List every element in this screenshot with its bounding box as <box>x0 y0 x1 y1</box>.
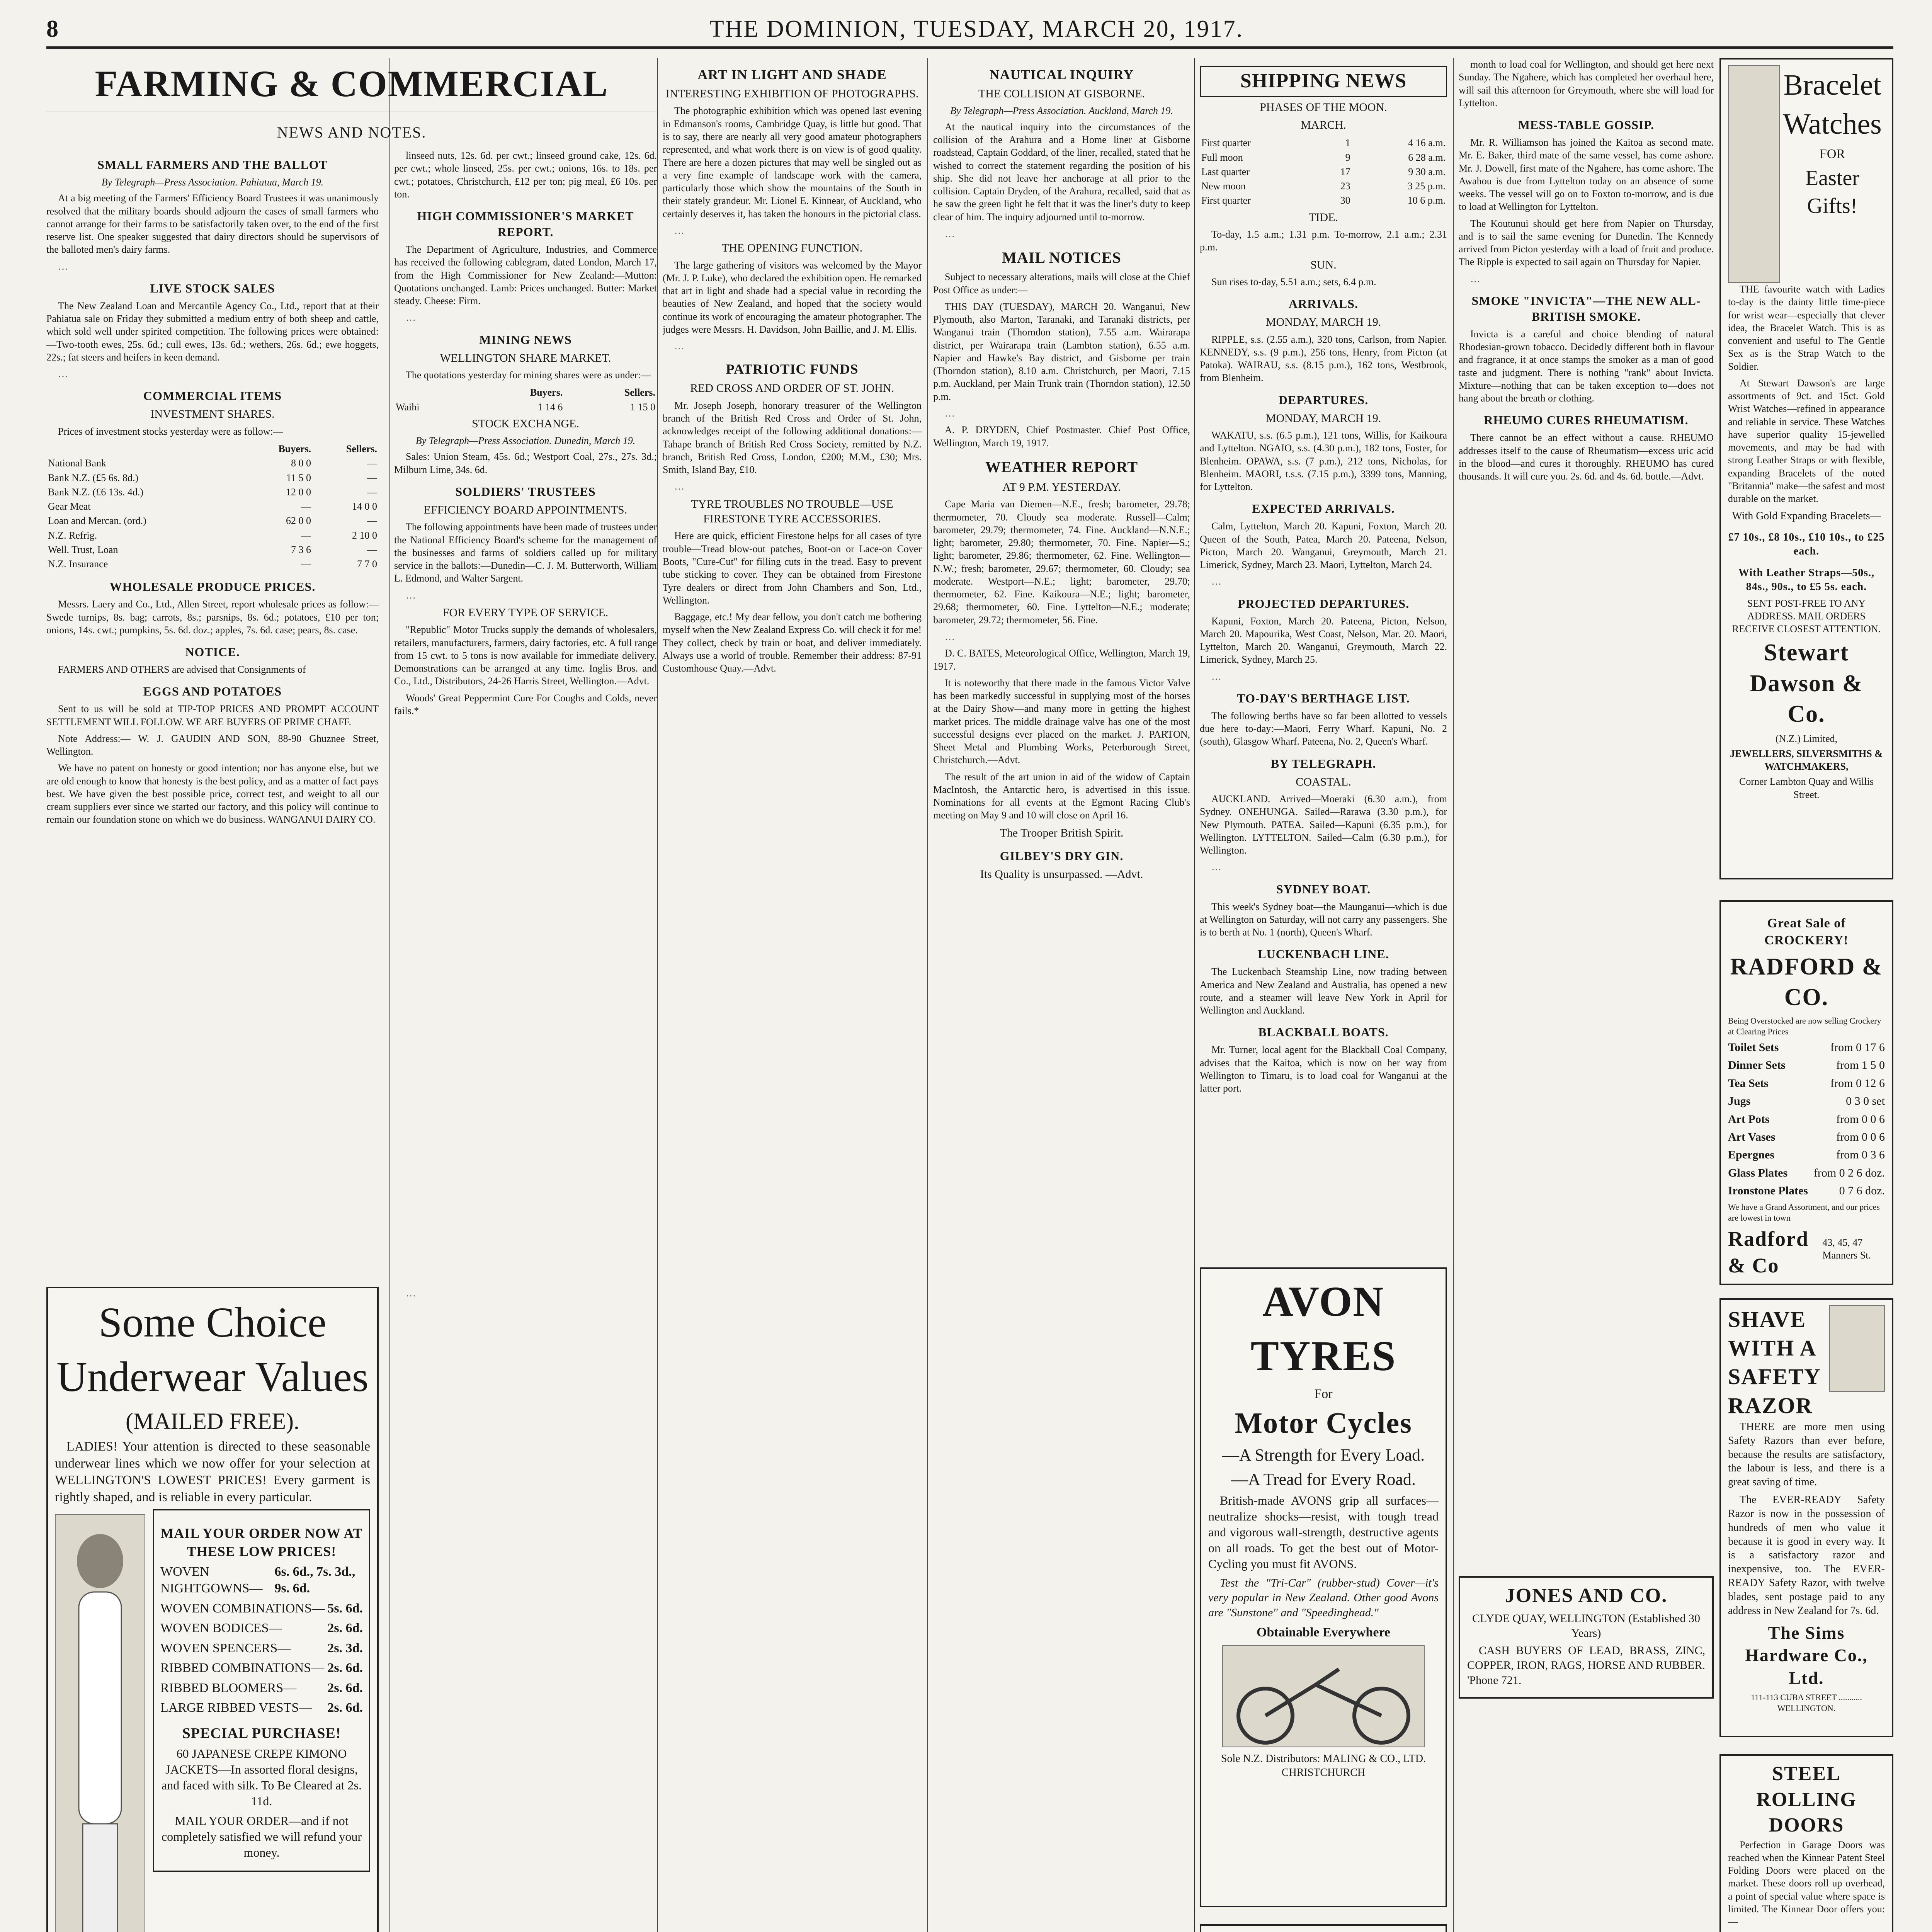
article-subhead: RED CROSS AND ORDER OF ST. JOHN. <box>690 382 894 395</box>
advert-body: British-made AVONS grip all surfaces—neutralize shocks—resist, with tough tread and vigorous wall-strength, destructive agents on all roads. To get the best out of Motor-Cycling you must fit AVONS. <box>1208 1493 1439 1571</box>
article-body: At the nautical inquiry into the circumstances of the collision of the Arahura and a Home liner at Gisborne roadstead, Captain Goddard, of the liner, recalled, stated that he wished to correct the statement regarding the position of his ship. She did not leave her anchorage at all prior to the collision. Captain Dryden, of the Arahura, recalled, said that as he saw the green light he felt that it was the liner's duty to keep clear of him. The inquiry adjourned until to-morrow. <box>933 121 1190 223</box>
table-row: New moon 23 3 25 p.m. <box>1201 180 1446 192</box>
article-headline: BLACKBALL BOATS. <box>1258 1025 1389 1039</box>
price-line: With Gold Expanding Bracelets— <box>1732 510 1881 522</box>
article-headline: DEPARTURES. <box>1278 393 1369 407</box>
advert-foot: Obtainable Everywhere <box>1257 1625 1390 1639</box>
table-row: First quarter 30 10 6 p.m. <box>1201 195 1446 206</box>
advert-trade: JEWELLERS, SILVERSMITHS & WATCHMAKERS, <box>1730 748 1883 772</box>
article-headline: TO-DAY'S BERTHAGE LIST. <box>1237 691 1410 705</box>
article-body: Invicta is a careful and choice blending of natural Rhodesian-grown tobacco. Decidedly different both in flavour and fragrance, it at once stamps the smoker as a man of good taste and judgment. There is nothing "rank" about Invicta. Mixture—nothing that can be taken exception to—does not hang about the breath or clothing. <box>1459 328 1714 404</box>
share-price-table <box>46 442 379 571</box>
article-subhead: SUN. <box>1310 258 1337 271</box>
column-shipping-continued: month to load coal for Wellington, and should get here next Sunday. The Ngahere, which has completed her overhaul here, will sail this afternoon for Greymouth, where she will load for Lyttelton. MESS-TABLE GOSSIP. Mr. R. Williamson has joined the Kaitoa as second mate. Mr. E. Baker, third mate of the same vessel, has come ashore. Mr. J. Dowell, first mate of the Ngahere, has come ashore. The Awahou is due from Lyttelton today on an absence of some weeks. The vessel will go on to Foxton to-morrow, and is due to load at Wellington for Lyttelton. The Koutunui should get here from Napier on Thursday, and is to sail the same evening for Dunedin. The Kennedy arrived from Picton yesterday with a load of fruit and produce. The Ripple is expected to sail again on Thursday for Napier. … SMOKE "INVICTA"—THE NEW ALL-BRITISH SMOKE. Invicta is a careful and choice blending of natural Rhodesian-grown tobacco. Decidedly different both in flavour and fragrance, it at once stamps the smoker as a man of good taste and judgment. There is nothing "rank" about Invicta. Mixture—nothing that can be taken exception to—does not hang about the breath or clothing. RHEUMO CURES RHEUMATISM. There cannot be an effect without a cause. RHEUMO addresses itself to the cause of Rheumatism—excess uric acid in the blood—and cures it thoroughly. RHEUMO has cured thousands. It will cure you. 2s. 6d. and 4s. 6d. bottle.—Advt. JONES AND CO. CLYDE QUAY, WELLINGTON (Established 30 Years) CASH BUYERS OF LEAD, BRASS, ZINC, COPPER, IRON, RAGS, HORSE AND RUBBER. 'Phone 721. <box>1459 58 1714 1932</box>
list-item: LARGE RIBBED VESTS— 2s. 6d. <box>160 1701 363 1715</box>
order-line: SENT POST-FREE TO ANY ADDRESS. MAIL ORDERS RECEIVE CLOSEST ATTENTION. <box>1732 597 1881 635</box>
list-item: Epergnes from 0 3 6 <box>1728 1148 1885 1162</box>
lady-illustration <box>55 1514 145 1932</box>
article-headline: PATRIOTIC FUNDS <box>726 361 859 377</box>
signature: A. P. DRYDEN, Chief Postmaster. Chief Post Office, Wellington, March 19, 1917. <box>933 424 1190 449</box>
advert-intro: THE favourite watch with Ladies to-day is the dainty little time-piece for wrist wear—especially that clever idea, the Bracelet Watch. This is as convenient and useful to The Gentle Sex as is the Strap Watch to the Soldier. <box>1728 284 1885 372</box>
article-body: This week's Sydney boat—the Maunganui—which is due at Wellington on Saturday, will not carry any passengers. She is to berth at No. 1 (north), Queen's Wharf. <box>1200 901 1447 938</box>
section-head: SHIPPING NEWS <box>1200 66 1447 97</box>
advert-event: Easter Gifts! <box>1805 166 1859 218</box>
advert-title: Watches <box>1783 108 1882 141</box>
article-headline: SOLDIERS' TRUSTEES <box>455 484 596 498</box>
column-farming <box>46 58 657 1275</box>
doors-advert <box>1719 1754 1893 1932</box>
notice-emphasis: EGGS AND POTATOES <box>143 684 282 699</box>
column-nautical: NAUTICAL INQUIRY THE COLLISION AT GISBORNE. By Telegraph—Press Association. Auckland, March 19. At the nautical inquiry into the circumstances of the collision of the Arahura and a Home liner at Gisborne roadstead, Captain Goddard, of the liner, recalled, stated that he wished to correct the statement regarding the position of his ship. She did not leave her anchorage at all prior to the collision. Captain Dryden, of the Arahura, recalled, said that as he saw the green light he felt that it was the liner's duty to keep clear of him. The inquiry adjourned until to-morrow. … MAIL NOTICES Subject to necessary alterations, mails will close at the Chief Post Office as under:— THIS DAY (TUESDAY), MARCH 20. Wanganui, New Plymouth, also Marton, Taranaki, and Taranaki districts, per Wanganui train (Thorndon station), 7.55 a.m. Wairarapa district, per Wairarapa train (Lambton station), 6.55 a.m. Napier and Hawke's Bay district, and Gisborne per train (Thorndon station), 8.10 a.m. Christchurch, per Maori, 7.15 p.m. Auckland, per Main Trunk train (Thorndon station), 12.50 p.m. … A. P. DRYDEN, Chief Postmaster. Chief Post Office, Wellington, March 19, 1917. WEATHER REPORT AT 9 P.M. YESTERDAY. Cape Maria van Diemen—N.E., fresh; barometer, 29.78; thermometer, 70. Cloudy sea moderate. Russell—Calm; barometer, 29.79; thermometer, 74. Fine. Auckland—N.N.E.; light; barometer, 29.80; thermometer, 70. Fine. Napier—S.; light; barometer, 29.86; thermometer, 62. Fine. Wellington—N.W.; fresh; barometer, 29.67; thermometer, 60. Cloudy; sea moderate. Westport—N.E.; light; barometer, 29.70; thermometer, 62. Fine. Kaikoura—N.E.; light; barometer, 29.68; thermometer, 60. Fine. Lyttelton—N.E.; moderate; barometer, 29.72; thermometer, 56. Fine. … D. C. BATES, Meteorological Office, Wellington, March 19, 1917. It is noteworthy that there made in the famous Victor Valve has been markedly successful in supplying most of the horses at the Dairy Show—and many more in getting the highest market prices. The middle drainage valve has one of the most successful designs ever placed on the market. J. PARTON, Sheet Metal and Plumbing Works, Peterborough Street, Christchurch.—Advt. The result of the art union in aid of the widow of Captain MacIntosh, the Antarctic hero, is advertised in this issue. Nominations for all events at the Egmont Racing Club's meeting on May 9 and 10 will close on April 16. The Trooper British Spirit. GILBEY'S DRY GIN. Its Quality is unsurpassed. —Advt. <box>933 58 1190 1932</box>
article-byline: By Telegraph—Press Association. Dunedin, March 19. <box>415 435 636 447</box>
advert-line: GILBEY'S DRY GIN. <box>1000 849 1124 863</box>
list-item: Ironstone Plates 0 7 6 doz. <box>1728 1184 1885 1197</box>
farming-right-text: linseed nuts, 12s. 6d. per cwt.; linseed ground cake, 12s. 6d. per cwt.; whole linseed, 25s. per cwt.; onions, 16s. to 18s. per cwt.; potatoes, Christchurch, £12 per ton; pig meal, £6 10s. per ton. HIGH COMMISSIONER'S MARKET REPORT. The Department of Agriculture, Industries, and Commerce has received the following cablegram, dated London, March 17, from the High Commissioner for New Zealand:—Mutton: Quotations unchanged. Lamb: Prices unchanged. Butter: Market steady. Cheese: Firm. … MINING NEWS WELLINGTON SHARE MARKET. The quotations yesterday for mining shares were as under:— Buyers. Sellers. Waihi 1 14 6 1 15 0 STOCK EXCHANGE. By Telegraph—Press Association. Dunedin, March 19. Sales: Union Steam, 45s. 6d.; Westport Coal, 27s., 27s. 3d.; Milburn Lime, 34s. 6d. SOLDIERS' TRUSTEES EFFICIENCY BOARD APPOINTMENTS. The following appointments have been made of trustees under the National Efficiency Board's scheme for the management of the businesses and farms of soldiers called up for military service in the ballots:—Dunedin—C. J. M. Butterworth, William L. Edmond, and Walter Sargent. … FOR EVERY TYPE OF SERVICE. "Republic" Motor Trucks supply the demands of wholesalers, retailers, manufacturers, farmers, dairy factories, etc. A full range from 15 cwt. to 5 tons is now available for immediate delivery. Demonstrations can be arranged at any time. Inglis Bros. and Co., Ltd., Distributors, 24-26 Harris Street, Wellington.—Advt. Woods' Great Peppermint Cure For Coughs and Colds, never fails.* <box>394 149 657 830</box>
price-list-box <box>153 1509 370 1872</box>
price-line: £7 10s., £8 10s., £10 10s., to £25 each. <box>1728 531 1885 558</box>
article-body: We have no patent on honesty or good intention; nor has anyone else, but we are old enough to know that honesty is the best policy, and as a matter of fact pays best. We have given the best possible price, correct test, and weight to all our cream suppliers ever since we started our factory, and this policy will continue to remain our foundation stone on which we do business. WANGANUI DAIRY CO. <box>46 762 379 825</box>
article-headline: ARRIVALS. <box>1288 297 1358 311</box>
notice-body: Sent to us will be sold at TIP-TOP PRICES AND PROMPT ACCOUNT SETTLEMENT WILL FOLLOW. WE ARE BUYERS OF PRIME CHAFF. <box>46 703 379 728</box>
article-subhead: THE OPENING FUNCTION. <box>721 242 863 255</box>
article-byline: By Telegraph—Press Association. Auckland, March 19. <box>950 105 1173 117</box>
notice-body: FARMERS AND OTHERS are advised that Consignments of <box>58 664 306 675</box>
signature: D. C. BATES, Meteorological Office, Wellington, March 19, 1917. <box>933 648 1190 672</box>
article-body: The Luckenbach Steamship Line, now trading between America and New Zealand and Australia, has opened a new route, and a steamer will leave New York in April for Wellington and Auckland. <box>1200 966 1447 1016</box>
article-body: Mr. Joseph Joseph, honorary treasurer of the Wellington branch of the British Red Cross and Order of St. John, acknowledges receipt of the following additional donations:—Tahape branch of British Red Cross Society, remitted by N.Z. branch, British Red Cross, London, £200; M.M., £30; Mrs. Smith, Island Bay, £10. <box>663 400 922 476</box>
article-body: The photographic exhibition which was opened last evening in Edmanson's rooms, Cambridge Quay, is little but good. That is to say, there are nearly all very good amateur photographers represented, and what work there is on view is of good quality. There are here a dozen pictures that may well be singled out as a very fine example of landscape work with the camera, particularly those which show the mountains of the South in their stately grandeur. Mr. Lionel E. Kinnear, of Auckland, who certainly deserves it, has taken the honours in the pictorial class. <box>663 105 922 219</box>
article-subhead: AT 9 P.M. YESTERDAY. <box>1002 480 1121 493</box>
page-number: 8 <box>46 15 60 42</box>
article-byline: By Telegraph—Press Association. Pahiatua, March 19. <box>101 177 324 188</box>
article-headline: COMMERCIAL ITEMS <box>143 389 282 403</box>
motorcycle-illustration <box>1222 1645 1425 1747</box>
advert-line: Woods' Great Peppermint Cure For Coughs and Colds, never fails.* <box>394 692 657 716</box>
advert-for: FOR <box>1819 146 1845 161</box>
article-body: Sales: Union Steam, 45s. 6d.; Westport Coal, 27s., 27s. 3d.; Milburn Lime, 34s. 6d. <box>394 451 657 475</box>
article-body: The New Zealand Loan and Mercantile Agency Co., Ltd., report that at their Pahiatua sale on Friday they submitted a medium entry of both sheep and cattle, which sold well under spirited competition. The following prices were obtained:—Two-tooth ewes, 25s. 6d.; cull ewes, 13s. 6d.; wethers, 26s. 6d.; ewe hoggets, 22s.; fat steers and heifers in keen demand. <box>46 300 379 363</box>
article-body: To-day, 1.5 a.m.; 1.31 p.m. To-morrow, 2.1 a.m.; 2.31 p.m. <box>1200 229 1447 253</box>
razor-box-illustration <box>1829 1305 1885 1392</box>
article-headline: SMOKE "INVICTA"—THE NEW ALL-BRITISH SMOKE. <box>1471 293 1701 323</box>
article-headline: WEATHER REPORT <box>985 458 1138 476</box>
article-body: "Republic" Motor Trucks supply the demands of wholesalers, retailers, manufacturers, farmers, dairy factories, etc. A full range from 15 cwt. to 5 tons is now available for immediate delivery. Demonstrations can be arranged at any time. Inglis Bros. and Co., Ltd., Distributors, 24-26 Harris Street, Wellington.—Advt. <box>394 624 657 687</box>
table-row: National Bank 8 0 0 — <box>48 457 377 469</box>
column-art-light-shade: ART IN LIGHT AND SHADE INTERESTING EXHIBITION OF PHOTOGRAPHS. The photographic exhibition which was opened last evening in Edmanson's rooms, Cambridge Quay, is little but good. That is to say, there are nearly all very good amateur photographers represented, and what work there is on view is of good quality. There are here a dozen pictures that may well be singled out as a very fine example of landscape work with the camera, particularly those which show the mountains of the South in their stately grandeur. Mr. Lionel E. Kinnear, of Auckland, who certainly deserves it, has taken the honours in the pictorial class. … THE OPENING FUNCTION. The large gathering of visitors was welcomed by the Mayor (Mr. J. P. Luke), who declared the exhibition open. He remarked that art in light and shade had a special value in recording the beauties of New Zealand, and hoped that the society would continue its work of encouraging the amateur photographer. The judges were Messrs. H. Davidson, John Baillie, and J. M. Ellis. … PATRIOTIC FUNDS RED CROSS AND ORDER OF ST. JOHN. Mr. Joseph Joseph, honorary treasurer of the Wellington branch of the British Red Cross and Order of St. John, acknowledges receipt of the following additional donations:—Tahape branch of British Red Cross Society, remitted by N.Z. branch, British Red Cross, London, £200; M.M., £30; Mrs. Smith, Island Bay, £10. … TYRE TROUBLES NO TROUBLE—USE FIRESTONE TYRE ACCESSORIES. Here are quick, efficient Firestone helps for all cases of tyre trouble—Tread blow-out patches, Boot-on or Lace-on Cover Boots, "Cure-Cut" for filling cuts in the tread. Easy to prevent tube sticking to cover. They can be obtained from Firestone Tyre dealers or direct from John Chambers and Son, Ltd., Wellington. Baggage, etc.! My dear fellow, you don't catch me bothering myself when the New Zealand Express Co. will check it for me! They collect, check by train or boat, and deliver immediately. Always use a world of trouble. Remember their address: 87-91 Customhouse Quay.—Advt. <box>663 58 922 1932</box>
article-headline: NOTICE. <box>185 645 240 659</box>
article-subhead: INTERESTING EXHIBITION OF PHOTOGRAPHS. <box>665 87 919 100</box>
article-body: Kapuni, Foxton, March 20. Pateena, Picton, Nelson, March 20. Mapourika, West Coast, Nelson, Mar. 20. Maori, Lyttelton, March 20. Wanganui, Greymouth, March 22. Limerick, Sydney, March 25. <box>1200 615 1447 665</box>
article-headline: LIVE STOCK SALES <box>150 281 275 295</box>
guarantee-text: MAIL YOUR ORDER—and if not completely satisfied we will refund your money. <box>161 1814 362 1860</box>
special-body: 60 JAPANESE CREPE KIMONO JACKETS—In assorted floral designs, and faced with silk. To Be Cleared at 2s. 11d. <box>162 1747 362 1808</box>
advert-title: STEEL ROLLING DOORS <box>1756 1763 1857 1837</box>
table-row: Bank N.Z. (£5 6s. 8d.) 11 5 0 — <box>48 472 377 483</box>
advert-foot: We have a Grand Assortment, and our prices are lowest in town <box>1728 1202 1880 1223</box>
advert-line: Its Quality is unsurpassed. —Advt. <box>980 868 1143 881</box>
advert-address: CLYDE QUAY, WELLINGTON (Established 30 Years) <box>1472 1612 1700 1640</box>
article-body: Cape Maria van Diemen—N.E., fresh; barometer, 29.78; thermometer, 70. Cloudy sea moderate. Russell—Calm; barometer, 29.79; thermometer, 74. Fine. Auckland—N.N.E.; light; barometer, 29.80; thermometer, 70. Fine. Napier—S.; light; barometer, 29.86; thermometer, 62. Fine. Wellington—N.W.; fresh; barometer, 29.67; thermometer, 60. Cloudy; sea moderate. Westport—N.E.; light; barometer, 29.70; thermometer, 62. Fine. Kaikoura—N.E.; light; barometer, 29.68; thermometer, 60. Fine. Lyttelton—N.E.; moderate; barometer, 29.72; thermometer, 56. Fine. <box>933 498 1190 626</box>
article-body: The large gathering of visitors was welcomed by the Mayor (Mr. J. P. Luke), who declared the exhibition open. He remarked that art in light and shade had a special value in recording the beauties of New Zealand, and hoped that the society would continue its work of encouraging the amateur photographer. The judges were Messrs. H. Davidson, John Baillie, and J. M. Ellis. <box>663 259 922 335</box>
article-headline: MESS-TABLE GOSSIP. <box>1518 118 1655 132</box>
article-body: The quotations yesterday for mining shares were as under:— <box>406 369 651 381</box>
article-subhead: WELLINGTON SHARE MARKET. <box>440 351 611 364</box>
advert-line: —A Strength for Every Load. <box>1222 1446 1425 1465</box>
masthead-title: THE DOMINION, TUESDAY, MARCH 20, 1917. <box>709 15 1244 42</box>
advert-subtitle: (MAILED FREE). <box>126 1408 299 1434</box>
article-body: Sun rises to-day, 5.51 a.m.; sets, 6.4 p.m. <box>1211 276 1376 287</box>
advert-title: Bracelet <box>1783 69 1881 101</box>
article-body: Subject to necessary alterations, mails will close at the Chief Post Office as under:— <box>933 271 1190 296</box>
article-body: Mr. Turner, local agent for the Blackball Coal Company, advises that the Kaitoa, which is now on her way from Wellington to Timaru, is to load coal for Wanganui at the latter port. <box>1200 1044 1447 1094</box>
advert-body: CASH BUYERS OF LEAD, BRASS, ZINC, COPPER, IRON, RAGS, HORSE AND RUBBER. 'Phone 721. <box>1467 1644 1705 1687</box>
advert-address: 111-113 CUBA STREET ........... WELLINGTON. <box>1750 1692 1862 1713</box>
advert-brand: Radford & Co <box>1728 1227 1809 1277</box>
list-item: Tea Sets from 0 12 6 <box>1728 1077 1885 1090</box>
article-headline: HIGH COMMISSIONER'S MARKET REPORT. <box>417 209 634 239</box>
masthead <box>46 12 1893 49</box>
mining-share-table <box>394 385 657 414</box>
advert-agents: Sole N.Z. Distributors: MALING & CO., LTD. CHRISTCHURCH <box>1221 1753 1426 1779</box>
article-body: WAKATU, s.s. (6.5 p.m.), 121 tons, Willis, for Kaikoura and Lyttelton. NGAIO, s.s. (4.30 p.m.), 182 tons, Foster, for Blenheim. OPAWA, s.s. (7 p.m.), 212 tons, Nicholas, for Blenheim. MAORI, t.s.s. (7.15 p.m.), 3399 tons, Manning, for Lyttelton. <box>1200 429 1447 493</box>
article-headline: EXPECTED ARRIVALS. <box>1252 502 1395 516</box>
list-item: Dinner Sets from 1 5 0 <box>1728 1059 1885 1072</box>
article-subhead: MONDAY, MARCH 19. <box>1265 412 1381 425</box>
advert-product: Motor Cycles <box>1235 1407 1412 1440</box>
article-body: The result of the art union in aid of the widow of Captain MacIntosh, the Antarctic hero, is advertised in this issue. Nominations for all events at the Egmont Racing Club's meeting on May 9 and 10 will close on April 16. <box>933 771 1190 821</box>
advert-top: Great Sale of CROCKERY! <box>1764 916 1849 947</box>
article-body: There cannot be an effect without a cause. RHEUMO addresses itself to the cause of Rheumatism—excess uric acid in the blood—and cures it thoroughly. RHEUMO has cured thousands. It will cure you. 2s. 6d. and 4s. 6d. bottle.—Advt. <box>1459 432 1714 482</box>
price-list-head: MAIL YOUR ORDER NOW AT THESE LOW PRICES! <box>160 1526 363 1559</box>
list-item: WOVEN NIGHTGOWNS— 6s. 6d., 7s. 3d., 9s. 6d. <box>160 1564 355 1596</box>
article-subhead: TIDE. <box>1309 211 1338 224</box>
section-head: ART IN LIGHT AND SHADE <box>697 67 887 82</box>
article-body: The following berths have so far been allotted to vessels due here to-day:—Maori, Ferry Wharf. Kapuni, No. 2 (south), Glasgow Wharf. Pateena, No. 2, Queen's Wharf. <box>1200 710 1447 747</box>
price-line: With Leather Straps—50s., 84s., 90s., to £5 5s. each. <box>1738 567 1875 593</box>
article-subhead: STOCK EXCHANGE. <box>472 417 579 430</box>
article-body: The following appointments have been made of trustees under the National Efficiency Board's scheme for the management of the businesses and farms of soldiers called up for military service in the ballots:—Dunedin—C. J. M. Butterworth, William L. Edmond, and Walter Sargent. <box>394 521 657 584</box>
article-body: Mr. R. Williamson has joined the Kaitoa as second mate. Mr. E. Baker, third mate of the same vessel, has come ashore. Mr. J. Dowell, first mate of the Ngahere, has come ashore. The Awahou is due from Lyttelton today on an absence of some weeks. The vessel will go on to Foxton to-morrow, and is due to load at Wellington for Lyttelton. <box>1459 137 1714 213</box>
column-art: … <box>406 1287 416 1299</box>
list-item: WOVEN BODICES— 2s. 6d. <box>160 1621 363 1636</box>
article-body: Prices of investment stocks yesterday were as follow:— <box>58 425 283 437</box>
article-headline: RHEUMO CURES RHEUMATISM. <box>1484 413 1689 427</box>
underwear-advert <box>46 1287 379 1932</box>
list-item: WOVEN SPENCERS— 2s. 3d. <box>160 1641 363 1655</box>
advert-body: At Stewart Dawson's are large assortments of 9ct. and 15ct. Gold Wrist Watches—refined in appearance and reliable in service. These Watches have superior quality 15-jewelled movements, and may be had with strong Leather Straps or with flexible, expanding Bracelets of the noted "Britannia" make—the safest and most durable on the market. <box>1728 377 1885 505</box>
table-row: N.Z. Refrig. — 2 10 0 <box>48 529 377 541</box>
article-body: THIS DAY (TUESDAY), MARCH 20. Wanganui, New Plymouth, also Marton, Taranaki, and Taranaki districts, per Wanganui train (Thorndon station), 7.55 a.m. Wairarapa district, per Wairarapa train (Lambton station), 6.55 a.m. Napier and Hawke's Bay district, and Gisborne per train (Thorndon station), 8.10 a.m. Christchurch, per Maori, 7.15 p.m. Auckland, per Main Trunk train (Thorndon station), 12.50 p.m. <box>933 301 1190 402</box>
section-kicker: NEWS AND NOTES. <box>277 123 427 141</box>
article-subhead: MONDAY, MARCH 19. <box>1265 316 1381 329</box>
list-item: Art Pots from 0 0 6 <box>1728 1112 1885 1126</box>
advert-address: Corner Lambton Quay and Willis Street. <box>1739 776 1874 800</box>
advert-intro: LADIES! Your attention is directed to these seasonable underwear lines which we now offer for your selection at WELLINGTON'S LOWEST PRICES! Every garment is rightly shaped, and is reliable in every particular. <box>55 1439 370 1504</box>
article-subhead: COASTAL. <box>1296 775 1351 788</box>
article-subhead: TYRE TROUBLES NO TROUBLE—USE FIRESTONE TYRE ACCESSORIES. <box>691 497 893 526</box>
article-body: Calm, Lyttelton, March 20. Kapuni, Foxton, March 20. Queen of the South, Patea, March 20. Pateena, Nelson, Picton, March 20. Wanganui, Greymouth, March 21. Limerick, Sydney, March 23. Maori, Lyttelton, March 24. <box>1200 520 1447 571</box>
table-row: Gear Meat — 14 0 0 <box>48 501 377 512</box>
article-body: AUCKLAND. Arrived—Moeraki (6.30 a.m.), from Sydney. ONEHUNGA. Sailed—Rarawa (3.30 p.m.), for New Plymouth. PATEA. Sailed—Kapuni (6.35 p.m.), for Wellington. LYTTELTON. Sailed—Calm (6.30 p.m.), for Wellington. <box>1200 793 1447 856</box>
article-body: The Department of Agriculture, Industries, and Commerce has received the following cablegram, dated London, March 17, from the High Commissioner for New Zealand:—Mutton: Quotations unchanged. Lamb: Prices unchanged. Butter: Market steady. Cheese: Firm. <box>394 244 657 307</box>
table-header: Buyers. <box>530 387 563 398</box>
table-row: Last quarter 17 9 30 a.m. <box>1201 166 1446 177</box>
shave-advert <box>1719 1298 1893 1743</box>
table-row: Full moon 9 6 28 a.m. <box>1201 151 1446 163</box>
table-row: Bank N.Z. (£6 13s. 4d.) 12 0 0 — <box>48 486 377 498</box>
article-body: It is noteworthy that there made in the famous Victor Valve has been markedly successful in supplying most of the horses at the Dairy Show—and many more in getting the highest market prices. The middle drainage valve has one of the most successful designs ever placed on the market. J. PARTON, Sheet Metal and Plumbing Works, Peterborough Street, Christchurch.—Advt. <box>933 677 1190 766</box>
advert-body: Perfection in Garage Doors was reached when the Kinnear Patent Steel Folding Doors were placed on the market. These doors roll up overhead, a point of special value where space is limited. The Kinnear Door offers you:— <box>1728 1839 1885 1928</box>
article-body: linseed nuts, 12s. 6d. per cwt.; linseed ground cake, 12s. 6d. per cwt.; whole linseed, 25s. per cwt.; onions, 16s. to 18s. per cwt.; potatoes, Christchurch, £12 per ton; pig meal, £6 10s. per ton. <box>394 150 657 200</box>
article-subhead: FOR EVERY TYPE OF SERVICE. <box>442 606 609 619</box>
table-row: First quarter 1 4 16 a.m. <box>1201 137 1446 149</box>
article-body: At a big meeting of the Farmers' Efficiency Board Trustees it was unanimously resolved that the military boards should adjourn the cases of small farmers who cannot arrange for their farms to be satisfactorily taken over, to the end of the first reserve list. One speaker suggested that dairy directors should be supervisors of the balloted men's dairy farms. <box>46 192 379 255</box>
article-headline: LUCKENBACH LINE. <box>1258 947 1389 961</box>
article-headline: WHOLESALE PRODUCE PRICES. <box>109 580 316 594</box>
table-row: N.Z. Insurance — 7 7 0 <box>48 558 377 570</box>
valet-advert <box>1200 1924 1447 1932</box>
list-item: RIBBED BLOOMERS— 2s. 6d. <box>160 1680 363 1695</box>
article-body: Messrs. Laery and Co., Ltd., Allen Street, report wholesale prices as follow:—Swede turnips, 8s. bag; carrots, 8s.; parsnips, 8s. 6d.; potatoes, £10 per ton; onions, 14s. cwt.; pumpkins, 5s. 6d. doz.; apples, 7s. 6d. case; pears, 8s. case. <box>46 599 379 636</box>
article-subhead: PHASES OF THE MOON. <box>1260 100 1387 114</box>
bracelet-watches-advert <box>1719 58 1893 889</box>
table-header: Buyers. <box>278 443 311 455</box>
farming-left-text: SMALL FARMERS AND THE BALLOT By Telegraph—Press Association. Pahiatua, March 19. At a big meeting of the Farmers' Efficiency Board Trustees it was unanimously resolved that the military boards should adjourn the cases of small farmers who cannot arrange for their farms to be satisfactorily taken over, to the end of the first reserve list. One speaker suggested that dairy directors should be supervisors of the balloted men's dairy farms. … LIVE STOCK SALES The New Zealand Loan and Mercantile Agency Co., Ltd., report that at their Pahiatua sale on Friday they submitted a medium entry of both sheep and cattle, which sold well under spirited competition. The following prices were obtained:—Two-tooth ewes, 25s. 6d.; cull ewes, 13s. 6d.; wethers, 26s. 6d.; ewe hoggets, 22s.; fat steers and heifers in keen demand. … COMMERCIAL ITEMS INVESTMENT SHARES. Prices of investment stocks yesterday were as follow:— Buyers. Sellers. National Bank 8 0 0 — Bank N.Z. (£5 6s. 8d.) 11 5 0 — Bank N.Z. (£6 13s. 4d.) 12 0 0 — Gear Meat — 14 0 0 Loan and Mercan. (ord.) 62 0 0 — N.Z. Refrig. — 2 10 0 Well. Trust, Loan 7 3 6 — N.Z. Insurance — 7 7 0 WHOLESALE PRODUCE PRICES. Messrs. Laery and Co., Ltd., Allen Street, report wholesale prices as follow:—Swede turnips, 8s. bag; carrots, 8s.; parsnips, 8s. 6d.; potatoes, £10 per ton; onions, 14s. cwt.; pumpkins, 5s. 6d. doz.; apples, 7s. 6d. case; pears, 8s. case. NOTICE. FARMERS AND OTHERS are advised that Consignments of EGGS AND POTATOES Sent to us will be sold at TIP-TOP PRICES AND PROMPT ACCOUNT SETTLEMENT WILL FOLLOW. WE ARE BUYERS OF PRIME CHAFF. Note Address:— W. J. GAUDIN AND SON, 88-90 Ghuznee Street, Wellington. We have no patent on honesty or good intention; nor has anyone else, but we are old enough to know that honesty is the best policy, and as a matter of fact pays best. We have given the best possible price, correct test, and weight to all our cream suppliers ever since we started our factory, and this policy will continue to remain our foundation stone on which we do business. WANGANUI DAIRY CO. <box>46 149 379 830</box>
article-subhead: EFFICIENCY BOARD APPOINTMENTS. <box>423 503 628 516</box>
advert-line: The Trooper British Spirit. <box>1000 826 1124 839</box>
article-body: month to load coal for Wellington, and should get here next Sunday. The Ngahere, which has completed her overhaul here, will sail this afternoon for Greymouth, where she will load for Lyttelton. <box>1459 59 1714 109</box>
advert-title: SHAVE WITH A SAFETY RAZOR <box>1728 1307 1820 1418</box>
table-header: Sellers. <box>624 387 655 398</box>
advert-line: —A Tread for Every Road. <box>1231 1469 1416 1489</box>
avon-advert <box>1200 1267 1447 1917</box>
article-body: Baggage, etc.! My dear fellow, you don't catch me bothering myself when the New Zealand Express Co. will check it for me! They collect, check by train or boat, and deliver immediately. Always use a world of trouble. Remember their address: 87-91 Customhouse Quay.—Advt. <box>663 611 922 674</box>
article-subhead: INVESTMENT SHARES. <box>150 408 275 421</box>
advert-brand: Stewart Dawson & Co. <box>1750 639 1863 728</box>
notice-address: Note Address:— W. J. GAUDIN AND SON, 88-90 Ghuznee Street, Wellington. <box>46 733 379 757</box>
special-head: SPECIAL PURCHASE! <box>182 1725 341 1742</box>
column-shipping: SHIPPING NEWS PHASES OF THE MOON. MARCH. First quarter 1 4 16 a.m. Full moon 9 6 28 a.m. Last quarter 17 9 30 a.m. New moon 23 3 25 p.m. First quarter 30 10 6 p.m. TIDE. To-day, 1.5 a.m.; 1.31 p.m. To-morrow, 2.1 a.m.; 2.31 p.m. SUN. Sun rises to-day, 5.51 a.m.; sets, 6.4 p.m. ARRIVALS. MONDAY, MARCH 19. RIPPLE, s.s. (2.55 a.m.), 320 tons, Carlson, from Napier. KENNEDY, s.s. (9 p.m.), 256 tons, Henry, from Picton (at Patoka). WAIRAU, s.s. (8.15 p.m.), 162 tons, Westbrook, from Blenheim. DEPARTURES. MONDAY, MARCH 19. WAKATU, s.s. (6.5 p.m.), 121 tons, Willis, for Kaikoura and Lyttelton. NGAIO, s.s. (4.30 p.m.), 182 tons, Foster, for Blenheim. OPAWA, s.s. (7 p.m.), 212 tons, Nicholas, for Blenheim. MAORI, t.s.s. (7.15 p.m.), 3399 tons, Manning, for Lyttelton. EXPECTED ARRIVALS. Calm, Lyttelton, March 20. Kapuni, Foxton, March 20. Queen of the South, Patea, March 20. Pateena, Nelson, Picton, March 20. Wanganui, Greymouth, March 21. Limerick, Sydney, March 23. Maori, Lyttelton, March 24. … PROJECTED DEPARTURES. Kapuni, Foxton, March 20. Pateena, Picton, Nelson, March 20. Mapourika, West Coast, Nelson, Mar. 20. Maori, Lyttelton, March 20. Wanganui, Greymouth, March 22. Limerick, Sydney, March 25. … TO-DAY'S BERTHAGE LIST. The following berths have so far been allotted to vessels due here to-day:—Maori, Ferry Wharf. Kapuni, No. 2 (south), Glasgow Wharf. Pateena, No. 2, Queen's Wharf. BY TELEGRAPH. COASTAL. AUCKLAND. Arrived—Moeraki (6.30 a.m.), from Sydney. ONEHUNGA. Sailed—Rarawa (3.30 p.m.), for New Plymouth. PATEA. Sailed—Kapuni (6.35 p.m.), for Wellington. LYTTELTON. Sailed—Calm (6.30 p.m.), for Wellington. … SYDNEY BOAT. This week's Sydney boat—the Maunganui—which is due at Wellington on Saturday, will not carry any passengers. She is to berth at No. 1 (north), Queen's Wharf. LUCKENBACH LINE. The Luckenbach Steamship Line, now trading between America and New Zealand and Australia, has opened a new route, and a steamer will leave New York in April for Wellington and Auckland. BLACKBALL BOATS. Mr. Turner, local agent for the Blackball Coal Company, advises that the Kaitoa, which is now on her way from Wellington to Timaru, is to load coal for Wanganui at the latter port. <box>1200 58 1447 1932</box>
advert-brand: AVON TYRES <box>1250 1278 1396 1379</box>
advert-body: THERE are more men using Safety Razors than ever before, because the results are satisfactory, the labour is less, and there is a great saving of time. <box>1728 1420 1885 1488</box>
article-subhead: THE COLLISION AT GISBORNE. <box>978 87 1145 100</box>
moon-phase-table <box>1200 136 1447 207</box>
article-headline: SYDNEY BOAT. <box>1276 882 1371 896</box>
article-body: RIPPLE, s.s. (2.55 a.m.), 320 tons, Carlson, from Napier. KENNEDY, s.s. (9 p.m.), 256 tons, Henry, from Picton (at Patoka). WAIRAU, s.s. (8.15 p.m.), 162 tons, Westbrook, from Blenheim. <box>1200 333 1447 384</box>
article-body: The Koutunui should get here from Napier on Thursday, and is to sail the same evening for Dunedin. The Kennedy arrived from Picton yesterday with a load of fruit and produce. The Ripple is expected to sail again on Thursday for Napier. <box>1459 218 1714 268</box>
advert-body: The EVER-READY Safety Razor is now in the possession of hundreds of men who value it because it is good in every way. It is a satisfactory razor and inexpensive, too. The EVER-READY Safety Razor, with twelve blades, sent postage paid to any address in New Zealand for 7s. 6d. <box>1728 1494 1885 1617</box>
article-headline: MINING NEWS <box>479 332 572 347</box>
advert-brand: The Sims Hardware Co., Ltd. <box>1745 1622 1868 1688</box>
table-row: Well. Trust, Loan 7 3 6 — <box>48 544 377 555</box>
table-header: Sellers. <box>346 443 377 455</box>
advert-brand: JONES AND CO. <box>1505 1585 1668 1607</box>
advert-brand: RADFORD & CO. <box>1730 954 1883 1011</box>
article-headline: MAIL NOTICES <box>1002 249 1121 267</box>
list-item: Jugs 0 3 0 set <box>1728 1095 1885 1108</box>
table-row: Loan and Mercan. (ord.) 62 0 0 — <box>48 515 377 527</box>
jones-advert-box <box>1459 1576 1714 1699</box>
list-item: Art Vases from 0 0 6 <box>1728 1131 1885 1144</box>
list-item: Glass Plates from 0 2 6 doz. <box>1728 1166 1885 1179</box>
list-item: WOVEN COMBINATIONS— 5s. 6d. <box>160 1601 363 1616</box>
table-row: Waihi 1 14 6 1 15 0 <box>396 401 655 413</box>
lady-portrait-illustration <box>1728 65 1780 283</box>
advert-body: Test the "Tri-Car" (rubber-stud) Cover—it's very popular in New Zealand. Other good Avons are "Sunstone" and "Speedinghead." <box>1208 1576 1439 1619</box>
article-headline: BY TELEGRAPH. <box>1270 756 1376 770</box>
month-label: MARCH. <box>1301 118 1346 131</box>
section-banner: FARMING & COMMERCIAL <box>46 58 657 113</box>
advert-for: For <box>1314 1386 1333 1401</box>
advert-intro: Being Overstocked are now selling Crockery at Clearing Prices <box>1728 1015 1881 1036</box>
article-body: Here are quick, efficient Firestone helps for all cases of tyre trouble—Tread blow-out patches, Boot-on or Lace-on Cover Boots, "Cure-Cut" for filling cuts in the tread. Easy to prevent tube sticking to cover. They can be obtained from Firestone Tyre dealers or direct from John Chambers and Son, Ltd., Wellington. <box>663 530 922 606</box>
advert-brand-sub: (N.Z.) Limited, <box>1775 733 1838 744</box>
section-head: NAUTICAL INQUIRY <box>989 67 1134 82</box>
list-item: Toilet Sets from 0 17 6 <box>1728 1041 1885 1054</box>
advert-address: 43, 45, 47 Manners St. <box>1822 1236 1871 1261</box>
advert-title: Some Choice Underwear Values <box>56 1299 369 1400</box>
article-headline: PROJECTED DEPARTURES. <box>1237 596 1410 611</box>
article-headline: SMALL FARMERS AND THE BALLOT <box>97 158 328 172</box>
radford-advert <box>1719 900 1893 1287</box>
list-item: RIBBED COMBINATIONS— 2s. 6d. <box>160 1661 363 1675</box>
